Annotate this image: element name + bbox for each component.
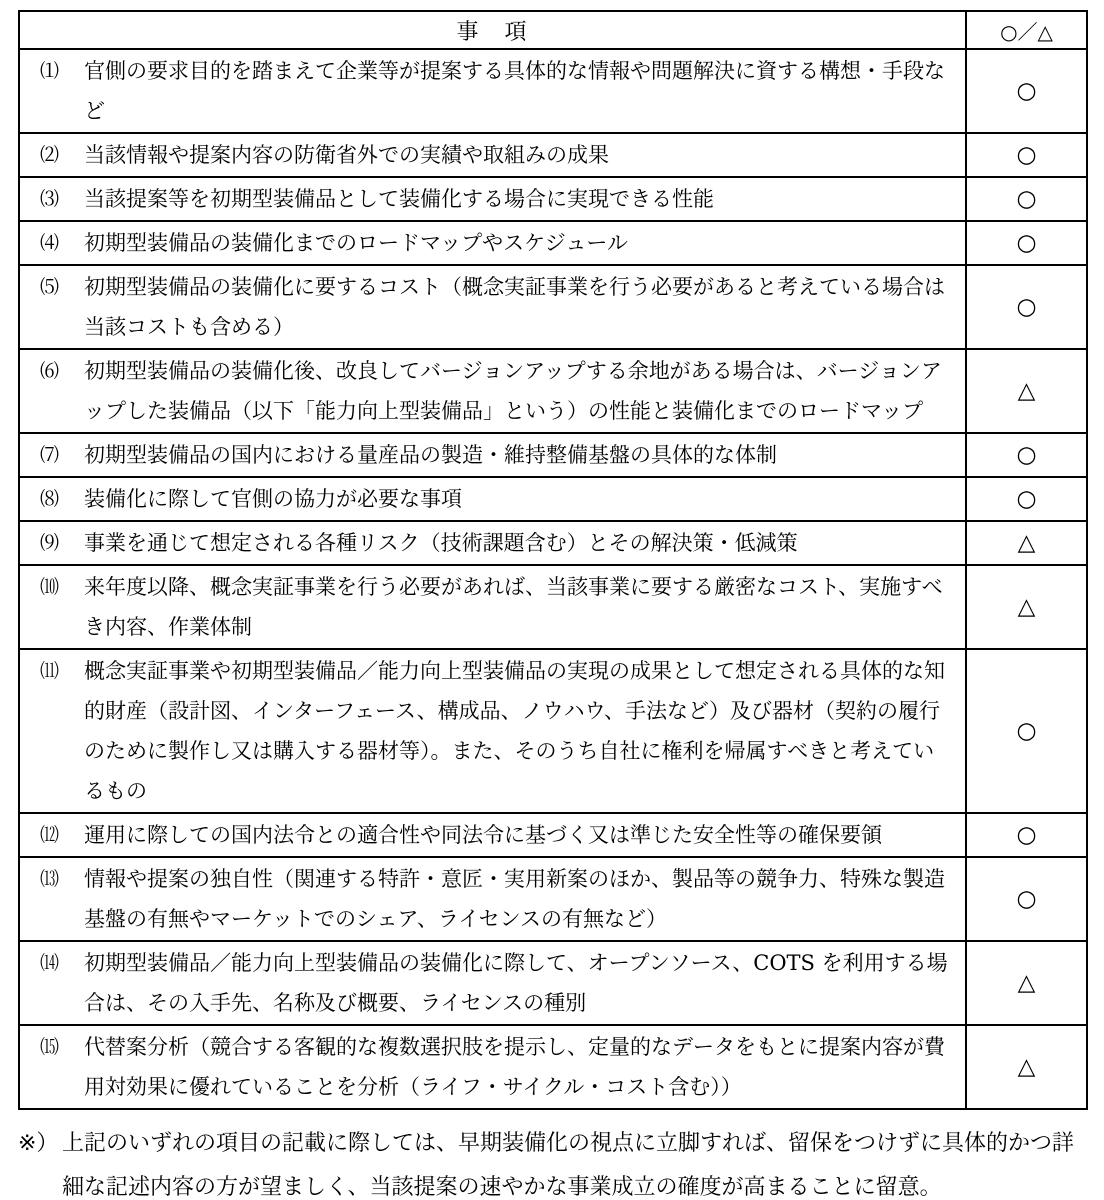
- header-row: [19, 11, 1087, 49]
- item-cell: [19, 49, 966, 133]
- item-cell: [19, 177, 966, 221]
- item-cell: [19, 813, 966, 857]
- item-text: 当該情報や提案内容の防衛省外での実績や取組みの成果: [84, 143, 609, 167]
- item-cell: [19, 1025, 966, 1109]
- table-row: [19, 433, 1087, 477]
- item-number: ⑶: [40, 188, 60, 210]
- table-row: [19, 177, 1087, 221]
- item-mark: ○: [966, 265, 1087, 349]
- item-text: 来年度以降、概念実証事業を行う必要があれば、当該事業に要する厳密なコスト、実施すべき内容、作業体制: [84, 575, 943, 639]
- item-number: ⑿: [40, 824, 60, 846]
- item-text: 当該提案等を初期型装備品として装備化する場合に実現できる性能: [84, 187, 714, 211]
- item-number: ⑹: [40, 360, 60, 382]
- table-row: [19, 1025, 1087, 1109]
- item-cell: [19, 857, 966, 941]
- table-row: [19, 221, 1087, 265]
- item-text: 初期型装備品／能力向上型装備品の装備化に際して、オープンソース、COTS を利用する場合は、その入手先、名称及び概要、ライセンスの種別: [84, 951, 948, 1015]
- item-mark: △: [966, 565, 1087, 649]
- item-text: 運用に際しての国内法令との適合性や同法令に基づく又は準じた安全性等の確保要領: [84, 823, 882, 847]
- item-cell: [19, 265, 966, 349]
- header-mark-label: ○／△: [966, 11, 1087, 49]
- item-mark: ○: [966, 221, 1087, 265]
- item-text: 官側の要求目的を踏まえて企業等が提案する具体的な情報や問題解決に資する構想・手段など: [84, 59, 945, 123]
- item-text: 初期型装備品の国内における量産品の製造・維持整備基盤の具体的な体制: [84, 443, 777, 467]
- item-cell: [19, 521, 966, 565]
- table-row: [19, 477, 1087, 521]
- item-mark: ○: [966, 649, 1087, 813]
- item-number: ⑺: [40, 444, 60, 466]
- item-number: ⑼: [40, 532, 60, 554]
- item-mark: ○: [966, 49, 1087, 133]
- item-mark: △: [966, 349, 1087, 433]
- table-row: [19, 857, 1087, 941]
- table-row: [19, 349, 1087, 433]
- item-cell: [19, 349, 966, 433]
- item-text: 事業を通じて想定される各種リスク（技術課題含む）とその解決策・低減策: [84, 531, 798, 555]
- item-mark: △: [966, 941, 1087, 1025]
- item-cell: [19, 133, 966, 177]
- item-cell: [19, 221, 966, 265]
- item-cell: [19, 565, 966, 649]
- item-number: ⒁: [40, 952, 60, 974]
- item-mark: ○: [966, 477, 1087, 521]
- header-item-label: 事 項: [19, 11, 966, 49]
- item-number: ⑷: [40, 232, 60, 254]
- table-row: [19, 813, 1087, 857]
- item-mark: ○: [966, 177, 1087, 221]
- evaluation-items-table: [18, 10, 1088, 1110]
- item-number: ⑴: [40, 60, 60, 82]
- footnote-marker: ※）: [18, 1131, 59, 1156]
- table-row: [19, 565, 1087, 649]
- item-cell: [19, 477, 966, 521]
- table-row: [19, 521, 1087, 565]
- item-cell: [19, 433, 966, 477]
- table-row: [19, 265, 1087, 349]
- item-text: 概念実証事業や初期型装備品／能力向上型装備品の実現の成果として想定される具体的な知的財産（設計図、インターフェース、構成品、ノウハウ、手法など）及び器材（契約の履行のために製作し又は購入する器材等）。また、そのうち自社に権利を帰属すべきと考えているもの: [84, 659, 945, 803]
- item-number: ⑵: [40, 144, 60, 166]
- item-number: ⒂: [40, 1036, 60, 1058]
- item-mark: ○: [966, 433, 1087, 477]
- item-number: ⑻: [40, 488, 60, 510]
- item-text: 情報や提案の独自性（関連する特許・意匠・実用新案のほか、製品等の競争力、特殊な製造基盤の有無やマーケットでのシェア、ライセンスの有無など）: [84, 867, 945, 931]
- item-mark: ○: [966, 813, 1087, 857]
- item-text: 代替案分析（競合する客観的な複数選択肢を提示し、定量的なデータをもとに提案内容が費用対効果に優れていることを分析（ライフ・サイクル・コスト含む））: [84, 1035, 945, 1099]
- item-cell: [19, 649, 966, 813]
- item-number: ⑽: [40, 576, 60, 598]
- footnote: [18, 1122, 1094, 1200]
- item-text: 初期型装備品の装備化後、改良してバージョンアップする余地がある場合は、バージョンアップした装備品（以下「能力向上型装備品」という）の性能と装備化までのロードマップ: [84, 359, 942, 423]
- item-mark: ○: [966, 857, 1087, 941]
- item-cell: [19, 941, 966, 1025]
- table-row: [19, 49, 1087, 133]
- item-text: 初期型装備品の装備化に要するコスト（概念実証事業を行う必要があると考えている場合は当該コストも含める）: [84, 275, 945, 339]
- table-header: [19, 11, 1087, 49]
- items-body: [19, 49, 1087, 1109]
- footnote-text: 上記のいずれの項目の記載に際しては、早期装備化の視点に立脚すれば、留保をつけずに具体的かつ詳細な記述内容の方が望ましく、当該提案の速やかな事業成立の確度が高まることに留意。: [62, 1131, 1075, 1200]
- item-mark: △: [966, 1025, 1087, 1109]
- item-mark: ○: [966, 133, 1087, 177]
- table-row: [19, 133, 1087, 177]
- item-text: 初期型装備品の装備化までのロードマップやスケジュール: [84, 231, 628, 255]
- table-row: [19, 941, 1087, 1025]
- item-number: ⒀: [40, 868, 60, 890]
- item-number: ⑾: [40, 660, 60, 682]
- table-row: [19, 649, 1087, 813]
- item-mark: △: [966, 521, 1087, 565]
- item-text: 装備化に際して官側の協力が必要な事項: [84, 487, 462, 511]
- item-number: ⑸: [40, 276, 60, 298]
